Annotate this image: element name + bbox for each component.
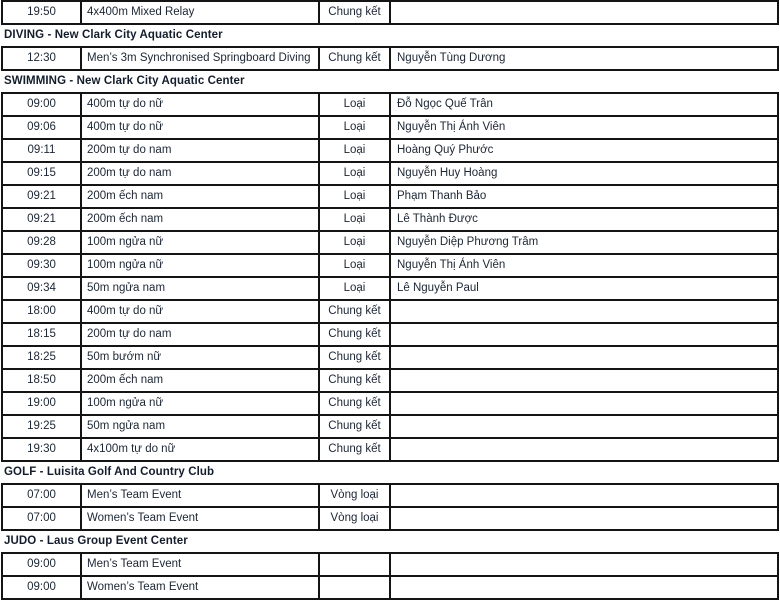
time-cell: 18:15 bbox=[3, 324, 82, 345]
athlete-cell: Nguyễn Thị Ánh Viên bbox=[397, 121, 506, 133]
round-cell: Vòng loại bbox=[320, 485, 391, 506]
time-cell: 09:00 bbox=[3, 577, 82, 598]
schedule-row bbox=[1, 416, 779, 439]
athlete-cell bbox=[391, 508, 777, 529]
round-cell: Loại bbox=[320, 255, 391, 276]
time-cell: 18:50 bbox=[3, 370, 82, 391]
schedule-row bbox=[1, 140, 779, 163]
event-cell: 100m ngửa nữ bbox=[82, 255, 320, 276]
event-cell: 200m tự do nam bbox=[82, 163, 320, 184]
event-cell: 400m tự do nữ bbox=[82, 117, 320, 138]
time-cell: 19:25 bbox=[3, 416, 82, 437]
round-cell: Loại bbox=[320, 186, 391, 207]
time-cell: 09:21 bbox=[3, 186, 82, 207]
athlete-cell bbox=[391, 554, 777, 575]
schedule-row bbox=[1, 163, 779, 186]
athlete-cell: Nguyễn Thị Ánh Viên bbox=[397, 259, 506, 271]
athlete-cell bbox=[391, 370, 777, 391]
athlete-cell: Nguyễn Tùng Dương bbox=[397, 52, 506, 64]
time-cell: 09:34 bbox=[3, 278, 82, 299]
event-cell: Men’s Team Event bbox=[82, 485, 320, 506]
schedule-row bbox=[1, 439, 779, 462]
event-cell: 200m ếch nam bbox=[82, 186, 320, 207]
section-title: DIVING - New Clark City Aquatic Center bbox=[4, 29, 223, 41]
schedule-table bbox=[1, 0, 779, 600]
schedule-row bbox=[1, 186, 779, 209]
schedule-row bbox=[1, 301, 779, 324]
round-cell: Chung kết bbox=[320, 301, 391, 322]
event-cell: 200m ếch nam bbox=[82, 209, 320, 230]
athlete-cell bbox=[391, 485, 777, 506]
athlete-cell: Nguyễn Huy Hoàng bbox=[397, 167, 498, 179]
schedule-row bbox=[1, 278, 779, 301]
schedule-row bbox=[1, 508, 779, 531]
event-cell: 400m tự do nữ bbox=[82, 301, 320, 322]
time-cell: 18:25 bbox=[3, 347, 82, 368]
time-cell: 09:00 bbox=[3, 94, 82, 115]
event-cell: 100m ngửa nữ bbox=[82, 232, 320, 253]
section-title: JUDO - Laus Group Event Center bbox=[4, 535, 188, 547]
round-cell: Loại bbox=[320, 94, 391, 115]
time-cell: 09:21 bbox=[3, 209, 82, 230]
athlete-cell bbox=[391, 347, 777, 368]
section-header-row bbox=[1, 531, 779, 554]
event-cell: 200m tự do nam bbox=[82, 324, 320, 345]
round-cell: Chung kết bbox=[320, 347, 391, 368]
schedule-row bbox=[1, 209, 779, 232]
athlete-cell: Nguyễn Diệp Phương Trâm bbox=[397, 236, 539, 248]
athlete-cell bbox=[391, 2, 777, 23]
round-cell: Chung kết bbox=[320, 370, 391, 391]
time-cell: 12:30 bbox=[3, 48, 82, 69]
athlete-cell: Hoàng Quý Phước bbox=[397, 144, 494, 156]
schedule-row bbox=[1, 485, 779, 508]
schedule-row bbox=[1, 48, 779, 71]
section-header-row bbox=[1, 462, 779, 485]
round-cell: Vòng loại bbox=[320, 508, 391, 529]
event-cell: 100m ngửa nữ bbox=[82, 393, 320, 414]
event-cell: 200m tự do nam bbox=[82, 140, 320, 161]
athlete-cell: Đỗ Ngọc Quế Trân bbox=[397, 98, 493, 110]
round-cell bbox=[320, 554, 391, 575]
event-cell: Men’s Team Event bbox=[82, 554, 320, 575]
athlete-cell bbox=[391, 439, 777, 460]
schedule-row bbox=[1, 347, 779, 370]
round-cell: Loại bbox=[320, 278, 391, 299]
schedule-row bbox=[1, 232, 779, 255]
round-cell: Chung kết bbox=[320, 324, 391, 345]
time-cell: 19:50 bbox=[3, 2, 82, 23]
round-cell: Chung kết bbox=[320, 393, 391, 414]
round-cell: Loại bbox=[320, 209, 391, 230]
time-cell: 09:00 bbox=[3, 554, 82, 575]
round-cell: Loại bbox=[320, 140, 391, 161]
athlete-cell bbox=[391, 416, 777, 437]
time-cell: 07:00 bbox=[3, 508, 82, 529]
time-cell: 09:15 bbox=[3, 163, 82, 184]
athlete-cell bbox=[391, 577, 777, 598]
athlete-cell bbox=[391, 393, 777, 414]
athlete-cell bbox=[391, 301, 777, 322]
section-header-row bbox=[1, 71, 779, 94]
schedule-row bbox=[1, 117, 779, 140]
time-cell: 09:11 bbox=[3, 140, 82, 161]
time-cell: 18:00 bbox=[3, 301, 82, 322]
event-cell: 4x100m tự do nữ bbox=[82, 439, 320, 460]
event-cell: 50m bướm nữ bbox=[82, 347, 320, 368]
event-cell: 4x400m Mixed Relay bbox=[82, 2, 320, 23]
round-cell bbox=[320, 577, 391, 598]
round-cell: Chung kết bbox=[320, 48, 391, 69]
schedule-row bbox=[1, 324, 779, 347]
round-cell: Loại bbox=[320, 163, 391, 184]
event-cell: 50m ngửa nam bbox=[82, 278, 320, 299]
time-cell: 09:30 bbox=[3, 255, 82, 276]
round-cell: Chung kết bbox=[320, 439, 391, 460]
event-cell: 400m tự do nữ bbox=[82, 94, 320, 115]
event-cell: Women’s Team Event bbox=[82, 577, 320, 598]
athlete-cell: Phạm Thanh Bảo bbox=[397, 190, 487, 202]
athlete-cell: Lê Thành Được bbox=[397, 213, 478, 225]
schedule-row bbox=[1, 393, 779, 416]
round-cell: Chung kết bbox=[320, 2, 391, 23]
round-cell: Chung kết bbox=[320, 416, 391, 437]
event-cell: Women’s Team Event bbox=[82, 508, 320, 529]
event-cell: 50m ngửa nam bbox=[82, 416, 320, 437]
round-cell: Loại bbox=[320, 232, 391, 253]
round-cell: Loại bbox=[320, 117, 391, 138]
event-cell: 200m ếch nam bbox=[82, 370, 320, 391]
athlete-cell: Lê Nguyễn Paul bbox=[397, 282, 479, 294]
schedule-row bbox=[1, 554, 779, 577]
time-cell: 07:00 bbox=[3, 485, 82, 506]
time-cell: 09:28 bbox=[3, 232, 82, 253]
event-cell: Men’s 3m Synchronised Springboard Diving bbox=[82, 48, 320, 69]
schedule-row bbox=[1, 2, 779, 25]
schedule-row bbox=[1, 94, 779, 117]
time-cell: 19:30 bbox=[3, 439, 82, 460]
schedule-row bbox=[1, 370, 779, 393]
schedule-row bbox=[1, 255, 779, 278]
time-cell: 19:00 bbox=[3, 393, 82, 414]
section-title: GOLF - Luisita Golf And Country Club bbox=[4, 466, 215, 478]
section-title: SWIMMING - New Clark City Aquatic Center bbox=[4, 75, 245, 87]
schedule-row bbox=[1, 577, 779, 600]
athlete-cell bbox=[391, 324, 777, 345]
time-cell: 09:06 bbox=[3, 117, 82, 138]
section-header-row bbox=[1, 25, 779, 48]
